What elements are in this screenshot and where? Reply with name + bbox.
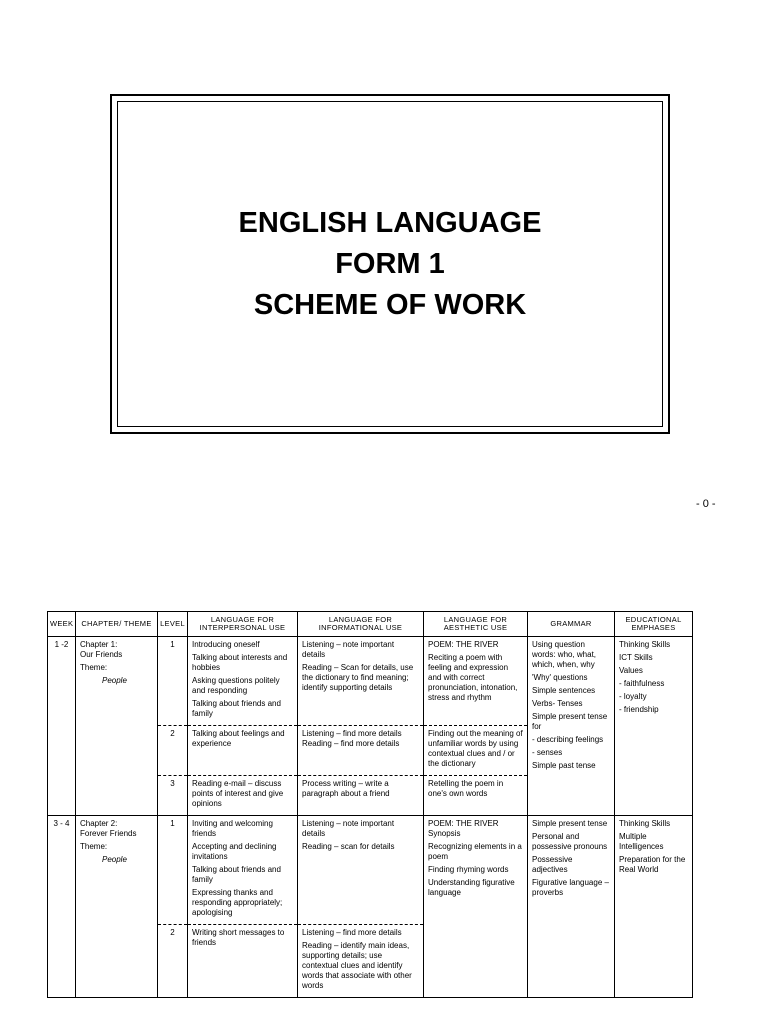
- list-item: Thinking Skills: [619, 640, 671, 649]
- list-item: Simple sentences: [532, 686, 596, 695]
- week-cell: 3 - 4: [48, 816, 76, 998]
- list-item: Simple past tense: [532, 761, 596, 770]
- chapter-cell: [76, 637, 158, 816]
- header-aesthetic: LANGUAGE FOR AESTHETIC USE: [424, 612, 528, 637]
- list-item: Writing short messages to friends: [192, 928, 285, 947]
- header-grammar: GRAMMAR: [528, 612, 615, 637]
- list-item: Talking about friends and family: [192, 699, 281, 718]
- interpersonal-cell: [188, 925, 298, 998]
- title-box-inner: [117, 101, 663, 427]
- list-item: Finding rhyming words: [428, 865, 509, 874]
- grammar-cell: [528, 637, 615, 816]
- list-item: Synopsis: [428, 829, 461, 838]
- aesthetic-cell: [424, 726, 528, 776]
- theme-value: People: [102, 855, 127, 864]
- chapter-name: Forever Friends: [80, 829, 137, 838]
- list-item: Simple present tense for: [532, 712, 608, 731]
- aesthetic-cell: [424, 816, 528, 998]
- list-item: Preparation for the Real World: [619, 855, 686, 874]
- list-item: Finding out the meaning of unfamiliar words by using contextual clues and / or the dictionary: [428, 729, 523, 768]
- list-item: Reading – Scan for details, use the dictionary to find meaning; identify supporting details: [302, 663, 414, 692]
- list-item: Understanding figurative language: [428, 878, 515, 897]
- list-item: Listening – find more details: [302, 928, 402, 937]
- list-item: Reciting a poem with feeling and expression and with correct pronunciation, intonation, stress and rhythm: [428, 653, 518, 702]
- list-item: - senses: [532, 748, 563, 757]
- informational-cell: [298, 637, 424, 726]
- chapter-cell: [76, 816, 158, 998]
- title-line-1: ENGLISH LANGUAGE: [238, 206, 542, 239]
- list-item: Values: [619, 666, 643, 675]
- list-item: Reading – find more details: [302, 739, 400, 748]
- header-level: LEVEL: [158, 612, 188, 637]
- title-box: [110, 94, 670, 434]
- list-item: Talking about interests and hobbies: [192, 653, 288, 672]
- informational-cell: [298, 816, 424, 925]
- scheme-table: [47, 611, 693, 998]
- list-item: Expressing thanks and responding appropriately; apologising: [192, 888, 283, 917]
- list-item: Figurative language – proverbs: [532, 878, 609, 897]
- list-item: Listening – note important details: [302, 640, 395, 659]
- level-cell: 1: [158, 816, 188, 925]
- list-item: - describing feelings: [532, 735, 604, 744]
- list-item: Inviting and welcoming friends: [192, 819, 273, 838]
- chapter-name: Our Friends: [80, 650, 123, 659]
- list-item: Personal and possessive pronouns: [532, 832, 608, 851]
- list-item: - friendship: [619, 705, 659, 714]
- list-item: - faithfulness: [619, 679, 665, 688]
- theme-label: Theme:: [80, 842, 108, 851]
- interpersonal-cell: [188, 637, 298, 726]
- educational-cell: [615, 637, 693, 816]
- educational-cell: [615, 816, 693, 998]
- chapter-title: Chapter 2:: [80, 819, 118, 828]
- list-item: Process writing – write a paragraph about a friend: [302, 779, 390, 798]
- level-cell: 1: [158, 637, 188, 726]
- list-item: 'Why' questions: [532, 673, 588, 682]
- header-informational: LANGUAGE FOR INFORMATIONAL USE: [298, 612, 424, 637]
- list-item: Reading – scan for details: [302, 842, 395, 851]
- list-item: - loyalty: [619, 692, 647, 701]
- theme-label: Theme:: [80, 663, 108, 672]
- list-item: Introducing oneself: [192, 640, 260, 649]
- level-cell: 2: [158, 925, 188, 998]
- informational-cell: [298, 726, 424, 776]
- aesthetic-cell: [424, 637, 528, 726]
- header-chapter: CHAPTER/ THEME: [76, 612, 158, 637]
- list-item: Using question words: who, what, which, when, why: [532, 640, 597, 669]
- list-item: Listening – find more details: [302, 729, 402, 738]
- list-item: Retelling the poem in one's own words: [428, 779, 504, 798]
- title-line-2: FORM 1: [335, 247, 445, 280]
- list-item: Accepting and declining invitations: [192, 842, 277, 861]
- interpersonal-cell: [188, 816, 298, 925]
- level-cell: 2: [158, 726, 188, 776]
- header-educational: EDUCATIONAL EMPHASES: [615, 612, 693, 637]
- aesthetic-cell: [424, 776, 528, 816]
- chapter-title: Chapter 1:: [80, 640, 118, 649]
- list-item: Simple present tense: [532, 819, 608, 828]
- list-item: Possessive adjectives: [532, 855, 573, 874]
- header-week: WEEK: [48, 612, 76, 637]
- informational-cell: [298, 925, 424, 998]
- list-item: Listening – note important details: [302, 819, 395, 838]
- table-row: [48, 816, 693, 925]
- list-item: Multiple Intelligences: [619, 832, 664, 851]
- title-line-3: SCHEME OF WORK: [253, 288, 527, 321]
- week-cell: 1 -2: [48, 637, 76, 816]
- list-item: Recognizing elements in a poem: [428, 842, 522, 861]
- level-cell: 3: [158, 776, 188, 816]
- list-item: Verbs- Tenses: [532, 699, 583, 708]
- list-item: Reading – identify main ideas, supporting details; use contextual clues and identify words that associate with other words: [302, 941, 412, 990]
- list-item: Reading e-mail – discuss points of interest and give opinions: [192, 779, 284, 808]
- list-item: POEM: THE RIVER: [428, 640, 499, 649]
- list-item: Asking questions politely and responding: [192, 676, 280, 695]
- list-item: POEM: THE RIVER: [428, 819, 499, 828]
- header-interpersonal: LANGUAGE FOR INTERPERSONAL USE: [188, 612, 298, 637]
- theme-value: People: [102, 676, 127, 685]
- list-item: Thinking Skills: [619, 819, 671, 828]
- list-item: ICT Skills: [619, 653, 653, 662]
- interpersonal-cell: [188, 726, 298, 776]
- table-row: [48, 637, 693, 726]
- grammar-cell: [528, 816, 615, 998]
- informational-cell: [298, 776, 424, 816]
- interpersonal-cell: [188, 776, 298, 816]
- page-number: - 0 -: [696, 498, 716, 510]
- table-header-row: [48, 612, 693, 637]
- list-item: Talking about friends and family: [192, 865, 281, 884]
- list-item: Talking about feelings and experience: [192, 729, 285, 748]
